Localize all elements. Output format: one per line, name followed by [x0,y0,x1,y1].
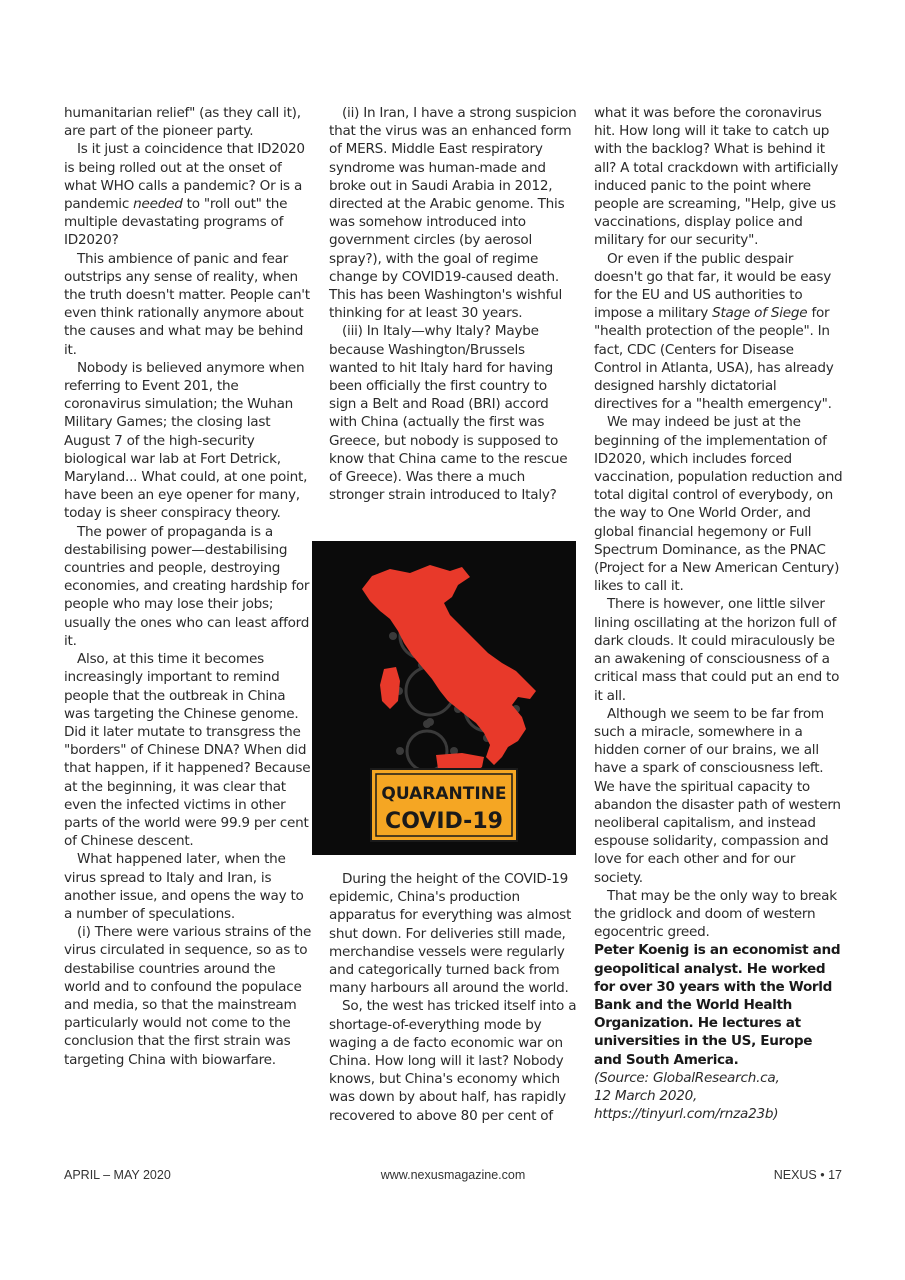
paragraph: Nobody is believed anymore when referring to Event 201, the coronavirus simulation; the Wuhan Military Games; the closing last August 7 of the high-security biological war lab at Fort Detrick, Maryland... What could, at one point, have been an eye opener for many, today is sheer conspiracy theory. [64,359,308,522]
author-bio: Peter Koenig is an economist and geopolitical analyst. He worked for over 30 years with the World Bank and the World Health Organization. He lectures at universities in the US, Europe and South America. [594,942,841,1068]
column-2-after-figure [329,870,577,1125]
source-line: (Source: GlobalResearch.ca, [594,1069,780,1086]
page-footer [64,1168,842,1188]
emphasis: needed [133,196,183,213]
source-citation [594,1069,844,1124]
source-link[interactable]: https://tinyurl.com/rnza23b) [594,1106,779,1123]
paragraph: Although we seem to be far from such a miracle, somewhere in a hidden corner of our brains, we all have a spark of consciousness left. We have the spiritual capacity to abandon the disaster path of western neoliberal capitalism, and instead espouse solidarity, compassion and love for each other and for our society. [594,705,841,886]
emphasis: Stage of Siege [712,305,808,322]
quarantine-italy-image [312,541,576,855]
paragraph: There is however, one little silver lining oscillating at the horizon full of dark clouds. It could miraculously be an awakening of consciousness of a critical mass that could put an end to it all. [594,596,840,704]
paragraph: (i) There were various strains of the virus circulated in sequence, so as to destabilise countries around the world and to confound the populace and media, so that the mainstream particularly would not come to the conclusion that the first strain was targeting China with biowarfare. [64,924,312,1068]
source-line: 12 March 2020, [594,1087,698,1104]
text-run: Or even if the public despair doesn't go that far, it would be easy for the EU and US authorities to impose a military [594,250,832,322]
paragraph: So, the west has tricked itself into a shortage-of-everything mode by waging a de facto economic war on China. How long will it last? Nobody knows, but China's economy which was down by about half, has rapidly recovered to above 80 per cent of [329,998,577,1124]
paragraph: (iii) In Italy—why Italy? Maybe because Washington/Brussels wanted to hit Italy hard for having been officially the first country to sign a Belt and Road (BRI) accord with China (actually the first was Greece, but nobody is supposed to know that China came to the rescue of Greece). Was there a much stronger strain introduced to Italy? [329,323,568,504]
paragraph: (ii) In Iran, I have a strong suspicion that the virus was an enhanced form of MERS. Middle East respiratory syndrome was human-made and broke out in Saudi Arabia in 2012, directed at the Arabic genome. This was somehow introduced into government circles (by aerosol spray?), with the goal of regime change by COVID19-caused death. This has been Washington's wishful thinking for at least 30 years. [329,105,577,322]
text-run: Is it just a coincidence that ID2020 is being rolled out at the onset of what WHO calls a pandemic? Or is a pandemic [64,141,305,213]
paragraph: humanitarian relief" (as they call it), are part of the pioneer party. [64,105,301,140]
paragraph: That may be the only way to break the gridlock and doom of western egocentric greed. [594,887,837,941]
article-column-1 [64,104,312,1069]
text-run: to "roll out" the multiple devastating programs of ID2020? [64,196,288,249]
paragraph [594,250,844,414]
paragraph [64,140,312,249]
paragraph: During the height of the COVID-19 epidemic, China's production apparatus for everything was almost shut down. For deliveries still made, merchandise vessels were regularly and categorically turned back from many harbours all around the world. [329,871,572,997]
article-column-3 [594,104,844,1123]
paragraph: This ambience of panic and fear outstrips any sense of reality, when the truth doesn't matter. People can't even think rationally anymore about the causes and what may be behind it. [64,250,310,358]
sign-line-2: COVID-19 [385,809,503,834]
sign-line-1: QUARANTINE [381,784,507,804]
paragraph: What happened later, when the virus spread to Italy and Iran, is another issue, and opens the way to a number of speculations. [64,851,304,922]
italy-map-illustration [312,541,576,855]
page-number: NEXUS • 17 [773,1168,842,1182]
paragraph: The power of propaganda is a destabilising power—destabilising countries and people, destroying economies, and creating hardship for people who may lose their jobs; usually the ones who can least afford it. [64,523,310,649]
text-run: for "health protection of the people". In fact, CDC (Centers for Disease Control in Atlanta, USA), has already designed harshly dictatorial directives for a "health emergency". [594,305,834,413]
paragraph: what it was before the coronavirus hit. How long will it take to catch up with the backlog? What is behind it all? A total crackdown with artificially induced panic to the point where people are screaming, "Help, give us vaccinations, display police and military for our security". [594,105,839,249]
website-url[interactable]: www.nexusmagazine.com [380,1168,526,1182]
paragraph: Also, at this time it becomes increasingly important to remind people that the outbreak in China was targeting the Chinese genome. Did it later mutate to transgress the "borders" of Chinese DNA? When did that happen, if it happened? Because at the beginning, it was clear that even the infected victims in other parts of the world were 99.9 per cent of Chinese descent. [64,651,311,850]
paragraph: We may indeed be just at the beginning of the implementation of ID2020, which includes forced vaccination, population reduction and total digital control of everybody, on the way to One World Order, and global financial hegemony or Full Spectrum Dominance, as the PNAC (Project for a New American Century) likes to call it. [594,414,843,595]
issue-date: APRIL – MAY 2020 [64,1168,171,1182]
